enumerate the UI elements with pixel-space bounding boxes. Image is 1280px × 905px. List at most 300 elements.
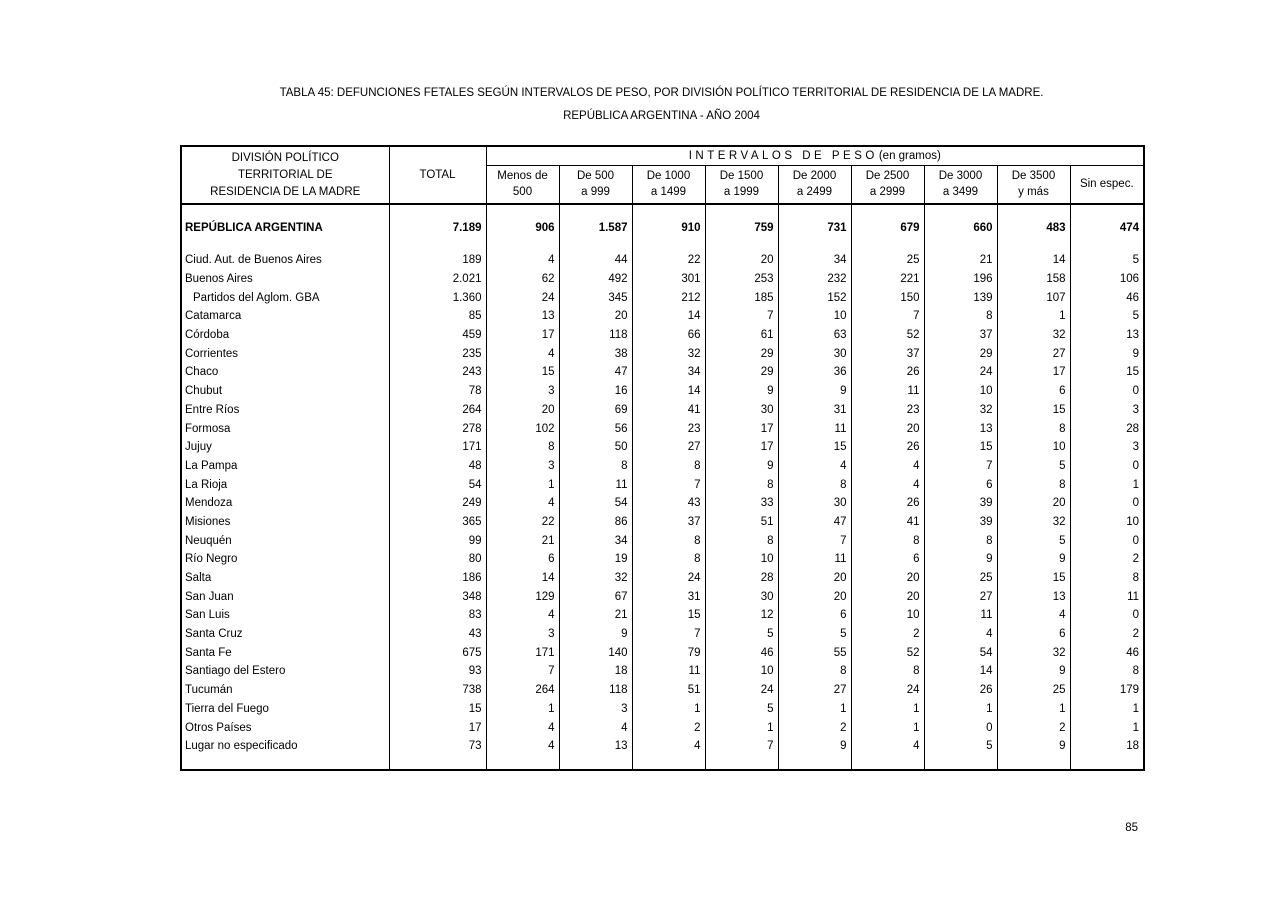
value-cell: 24 [851, 681, 924, 700]
value-cell: 0 [1070, 457, 1144, 476]
value-cell: 32 [924, 401, 997, 420]
value-cell: 52 [851, 643, 924, 662]
value-cell: 8 [705, 475, 778, 494]
value-cell: 14 [997, 251, 1070, 270]
value-cell: 86 [559, 513, 632, 532]
value-cell: 4 [851, 737, 924, 756]
value-cell: 15 [389, 700, 486, 719]
value-cell: 11 [1070, 587, 1144, 606]
value-cell: 158 [997, 270, 1070, 289]
value-cell: 99 [389, 531, 486, 550]
value-cell: 171 [389, 438, 486, 457]
value-cell: 29 [924, 344, 997, 363]
value-cell: 14 [486, 569, 559, 588]
value-cell: 26 [851, 363, 924, 382]
value-cell: 8 [705, 531, 778, 550]
row-label: Lugar no especificado [181, 737, 389, 756]
value-cell: 10 [705, 662, 778, 681]
value-cell: 27 [924, 587, 997, 606]
value-cell: 20 [851, 419, 924, 438]
row-label: La Rioja [181, 475, 389, 494]
value-cell: 8 [851, 662, 924, 681]
value-cell: 906 [486, 204, 559, 251]
table-row [181, 718, 1144, 737]
row-label: Tucumán [181, 681, 389, 700]
filler-cell [997, 756, 1070, 770]
row-header-line1: DIVISIÓN POLÍTICO [231, 151, 339, 164]
value-cell: 0 [1070, 606, 1144, 625]
value-cell: 10 [924, 382, 997, 401]
value-cell: 56 [559, 419, 632, 438]
value-cell: 150 [851, 288, 924, 307]
row-label: Buenos Aires [181, 270, 389, 289]
value-cell: 27 [632, 438, 705, 457]
value-cell: 26 [851, 438, 924, 457]
value-cell: 18 [559, 662, 632, 681]
value-cell: 9 [778, 382, 851, 401]
value-cell: 62 [486, 270, 559, 289]
value-cell: 492 [559, 270, 632, 289]
table-body [181, 204, 1144, 770]
value-cell: 78 [389, 382, 486, 401]
column-header: De 1000 a 1499 [632, 166, 705, 205]
value-cell: 14 [924, 662, 997, 681]
table-title-line2: REPÚBLICA ARGENTINA - AÑO 2004 [563, 110, 760, 122]
table-row [181, 606, 1144, 625]
value-cell: 16 [559, 382, 632, 401]
value-cell: 43 [632, 494, 705, 513]
value-cell: 140 [559, 643, 632, 662]
filler-cell [632, 756, 705, 770]
value-cell: 21 [559, 606, 632, 625]
filler-cell [851, 756, 924, 770]
value-cell: 8 [924, 307, 997, 326]
value-cell: 11 [778, 419, 851, 438]
page-number: 85 [1125, 822, 1138, 834]
value-cell: 20 [778, 587, 851, 606]
value-cell: 1 [1070, 718, 1144, 737]
value-cell: 5 [705, 700, 778, 719]
value-cell: 474 [1070, 204, 1144, 251]
value-cell: 738 [389, 681, 486, 700]
value-cell: 34 [559, 531, 632, 550]
value-cell: 7 [851, 307, 924, 326]
value-cell: 66 [632, 326, 705, 345]
table-row [181, 401, 1144, 420]
table-row [181, 681, 1144, 700]
row-label: San Luis [181, 606, 389, 625]
value-cell: 52 [851, 326, 924, 345]
value-cell: 41 [632, 401, 705, 420]
filler-cell [924, 756, 997, 770]
value-cell: 14 [632, 382, 705, 401]
column-header: De 2000 a 2499 [778, 166, 851, 205]
value-cell: 8 [632, 531, 705, 550]
value-cell: 6 [851, 550, 924, 569]
value-cell: 3 [486, 457, 559, 476]
row-label: Mendoza [181, 494, 389, 513]
row-label: Chubut [181, 382, 389, 401]
value-cell: 243 [389, 363, 486, 382]
value-cell: 7 [705, 737, 778, 756]
row-label: Corrientes [181, 344, 389, 363]
filler-cell [181, 756, 389, 770]
row-label: Otros Países [181, 718, 389, 737]
value-cell: 4 [851, 475, 924, 494]
table-row [181, 204, 1144, 251]
value-cell: 1 [778, 700, 851, 719]
table-row [181, 569, 1144, 588]
value-cell: 1.360 [389, 288, 486, 307]
table-bottom-filler [181, 756, 1144, 770]
row-label: Salta [181, 569, 389, 588]
value-cell: 8 [778, 475, 851, 494]
value-cell: 5 [1070, 307, 1144, 326]
value-cell: 8 [924, 531, 997, 550]
value-cell: 41 [851, 513, 924, 532]
table-row [181, 288, 1144, 307]
value-cell: 61 [705, 326, 778, 345]
total-column-header: TOTAL [389, 146, 486, 204]
value-cell: 7.189 [389, 204, 486, 251]
value-cell: 3 [486, 625, 559, 644]
value-cell: 12 [705, 606, 778, 625]
value-cell: 1 [851, 718, 924, 737]
row-label: Santa Fe [181, 643, 389, 662]
row-header-line2: TERRITORIAL DE [237, 168, 333, 181]
value-cell: 7 [924, 457, 997, 476]
row-label: Tierra del Fuego [181, 700, 389, 719]
value-cell: 15 [778, 438, 851, 457]
value-cell: 24 [632, 569, 705, 588]
column-header: De 2500 a 2999 [851, 166, 924, 205]
table-row [181, 270, 1144, 289]
value-cell: 0 [924, 718, 997, 737]
value-cell: 38 [559, 344, 632, 363]
value-cell: 7 [632, 475, 705, 494]
value-cell: 27 [778, 681, 851, 700]
value-cell: 20 [705, 251, 778, 270]
row-label: Neuquén [181, 531, 389, 550]
value-cell: 7 [705, 307, 778, 326]
column-header: De 1500 a 1999 [705, 166, 778, 205]
table-title [180, 82, 1143, 128]
table-row [181, 662, 1144, 681]
value-cell: 13 [924, 419, 997, 438]
value-cell: 2.021 [389, 270, 486, 289]
value-cell: 46 [705, 643, 778, 662]
value-cell: 24 [924, 363, 997, 382]
value-cell: 6 [997, 625, 1070, 644]
row-label: Ciud. Aut. de Buenos Aires [181, 251, 389, 270]
value-cell: 910 [632, 204, 705, 251]
value-cell: 3 [559, 700, 632, 719]
value-cell: 4 [486, 606, 559, 625]
value-cell: 4 [486, 344, 559, 363]
value-cell: 8 [632, 457, 705, 476]
value-cell: 8 [997, 475, 1070, 494]
value-cell: 1 [486, 475, 559, 494]
value-cell: 24 [486, 288, 559, 307]
table-row [181, 251, 1144, 270]
value-cell: 32 [997, 513, 1070, 532]
value-cell: 2 [1070, 550, 1144, 569]
value-cell: 5 [1070, 251, 1144, 270]
value-cell: 152 [778, 288, 851, 307]
value-cell: 106 [1070, 270, 1144, 289]
value-cell: 85 [389, 307, 486, 326]
value-cell: 9 [997, 662, 1070, 681]
value-cell: 10 [851, 606, 924, 625]
value-cell: 0 [1070, 494, 1144, 513]
value-cell: 22 [632, 251, 705, 270]
row-label: Misiones [181, 513, 389, 532]
value-cell: 8 [632, 550, 705, 569]
value-cell: 9 [924, 550, 997, 569]
table-row [181, 363, 1144, 382]
value-cell: 221 [851, 270, 924, 289]
value-cell: 264 [486, 681, 559, 700]
value-cell: 5 [997, 457, 1070, 476]
value-cell: 20 [559, 307, 632, 326]
value-cell: 189 [389, 251, 486, 270]
value-cell: 44 [559, 251, 632, 270]
value-cell: 9 [559, 625, 632, 644]
value-cell: 232 [778, 270, 851, 289]
value-cell: 179 [1070, 681, 1144, 700]
value-cell: 46 [1070, 288, 1144, 307]
value-cell: 8 [997, 419, 1070, 438]
value-cell: 5 [924, 737, 997, 756]
table-row [181, 438, 1144, 457]
value-cell: 6 [924, 475, 997, 494]
value-cell: 365 [389, 513, 486, 532]
value-cell: 8 [851, 531, 924, 550]
value-cell: 25 [924, 569, 997, 588]
value-cell: 30 [705, 587, 778, 606]
value-cell: 23 [851, 401, 924, 420]
value-cell: 31 [778, 401, 851, 420]
value-cell: 83 [389, 606, 486, 625]
value-cell: 20 [997, 494, 1070, 513]
value-cell: 731 [778, 204, 851, 251]
table-row [181, 382, 1144, 401]
value-cell: 9 [705, 457, 778, 476]
value-cell: 20 [851, 587, 924, 606]
value-cell: 8 [559, 457, 632, 476]
value-cell: 3 [1070, 438, 1144, 457]
column-header: De 3000 a 3499 [924, 166, 997, 205]
value-cell: 301 [632, 270, 705, 289]
value-cell: 17 [389, 718, 486, 737]
value-cell: 34 [778, 251, 851, 270]
row-header-line3: RESIDENCIA DE LA MADRE [210, 185, 361, 198]
value-cell: 28 [1070, 419, 1144, 438]
table-row [181, 457, 1144, 476]
value-cell: 5 [778, 625, 851, 644]
value-cell: 30 [778, 494, 851, 513]
value-cell: 15 [486, 363, 559, 382]
value-cell: 11 [924, 606, 997, 625]
value-cell: 11 [851, 382, 924, 401]
value-cell: 1 [997, 700, 1070, 719]
value-cell: 1.587 [559, 204, 632, 251]
row-label: Jujuy [181, 438, 389, 457]
value-cell: 186 [389, 569, 486, 588]
value-cell: 15 [997, 401, 1070, 420]
value-cell: 26 [924, 681, 997, 700]
value-cell: 20 [778, 569, 851, 588]
value-cell: 2 [1070, 625, 1144, 644]
value-cell: 6 [997, 382, 1070, 401]
value-cell: 10 [1070, 513, 1144, 532]
value-cell: 32 [559, 569, 632, 588]
value-cell: 26 [851, 494, 924, 513]
table-row [181, 494, 1144, 513]
value-cell: 4 [486, 494, 559, 513]
value-cell: 25 [997, 681, 1070, 700]
value-cell: 54 [389, 475, 486, 494]
value-cell: 17 [997, 363, 1070, 382]
group-header-title: INTERVALOS DE PESO [688, 150, 878, 162]
table-row [181, 419, 1144, 438]
value-cell: 30 [778, 344, 851, 363]
value-cell: 15 [1070, 363, 1144, 382]
value-cell: 235 [389, 344, 486, 363]
row-label: Córdoba [181, 326, 389, 345]
value-cell: 15 [997, 569, 1070, 588]
row-label: Santiago del Estero [181, 662, 389, 681]
value-cell: 1 [851, 700, 924, 719]
table-row [181, 513, 1144, 532]
table-row [181, 307, 1144, 326]
value-cell: 50 [559, 438, 632, 457]
value-cell: 4 [924, 625, 997, 644]
value-cell: 8 [1070, 662, 1144, 681]
value-cell: 9 [997, 737, 1070, 756]
row-label: Santa Cruz [181, 625, 389, 644]
value-cell: 253 [705, 270, 778, 289]
value-cell: 675 [389, 643, 486, 662]
value-cell: 249 [389, 494, 486, 513]
value-cell: 2 [997, 718, 1070, 737]
value-cell: 345 [559, 288, 632, 307]
table-header [181, 146, 1144, 204]
value-cell: 6 [486, 550, 559, 569]
value-cell: 118 [559, 681, 632, 700]
value-cell: 0 [1070, 382, 1144, 401]
value-cell: 4 [486, 737, 559, 756]
table-row [181, 326, 1144, 345]
value-cell: 13 [559, 737, 632, 756]
value-cell: 17 [705, 419, 778, 438]
row-label: Partidos del Aglom. GBA [181, 288, 389, 307]
value-cell: 139 [924, 288, 997, 307]
value-cell: 11 [632, 662, 705, 681]
value-cell: 23 [632, 419, 705, 438]
value-cell: 24 [705, 681, 778, 700]
value-cell: 43 [389, 625, 486, 644]
value-cell: 15 [924, 438, 997, 457]
table-row [181, 625, 1144, 644]
value-cell: 47 [559, 363, 632, 382]
value-cell: 1 [705, 718, 778, 737]
group-header-unit: (en gramos) [878, 150, 941, 162]
filler-cell [778, 756, 851, 770]
value-cell: 1 [997, 307, 1070, 326]
value-cell: 34 [632, 363, 705, 382]
value-cell: 7 [632, 625, 705, 644]
value-cell: 37 [924, 326, 997, 345]
value-cell: 348 [389, 587, 486, 606]
value-cell: 3 [486, 382, 559, 401]
value-cell: 29 [705, 363, 778, 382]
value-cell: 185 [705, 288, 778, 307]
value-cell: 212 [632, 288, 705, 307]
filler-cell [389, 756, 486, 770]
row-label: Catamarca [181, 307, 389, 326]
value-cell: 2 [632, 718, 705, 737]
value-cell: 67 [559, 587, 632, 606]
filler-cell [1070, 756, 1144, 770]
value-cell: 54 [924, 643, 997, 662]
row-header-cell [181, 146, 389, 204]
value-cell: 93 [389, 662, 486, 681]
value-cell: 30 [705, 401, 778, 420]
value-cell: 48 [389, 457, 486, 476]
value-cell: 4 [559, 718, 632, 737]
value-cell: 13 [1070, 326, 1144, 345]
value-cell: 17 [705, 438, 778, 457]
value-cell: 264 [389, 401, 486, 420]
value-cell: 32 [997, 643, 1070, 662]
value-cell: 10 [778, 307, 851, 326]
value-cell: 10 [997, 438, 1070, 457]
value-cell: 47 [778, 513, 851, 532]
value-cell: 19 [559, 550, 632, 569]
value-cell: 171 [486, 643, 559, 662]
column-header: Menos de 500 [486, 166, 559, 205]
value-cell: 483 [997, 204, 1070, 251]
value-cell: 759 [705, 204, 778, 251]
value-cell: 29 [705, 344, 778, 363]
filler-cell [559, 756, 632, 770]
row-label: Chaco [181, 363, 389, 382]
table-row [181, 700, 1144, 719]
value-cell: 17 [486, 326, 559, 345]
value-cell: 4 [778, 457, 851, 476]
table-row [181, 550, 1144, 569]
value-cell: 107 [997, 288, 1070, 307]
value-cell: 80 [389, 550, 486, 569]
table-row [181, 643, 1144, 662]
value-cell: 4 [486, 718, 559, 737]
value-cell: 679 [851, 204, 924, 251]
value-cell: 7 [486, 662, 559, 681]
row-label: Entre Ríos [181, 401, 389, 420]
filler-cell [486, 756, 559, 770]
value-cell: 278 [389, 419, 486, 438]
table-row [181, 737, 1144, 756]
value-cell: 63 [778, 326, 851, 345]
value-cell: 4 [997, 606, 1070, 625]
value-cell: 13 [997, 587, 1070, 606]
value-cell: 7 [778, 531, 851, 550]
value-cell: 5 [997, 531, 1070, 550]
value-cell: 8 [1070, 569, 1144, 588]
value-cell: 196 [924, 270, 997, 289]
value-cell: 20 [851, 569, 924, 588]
